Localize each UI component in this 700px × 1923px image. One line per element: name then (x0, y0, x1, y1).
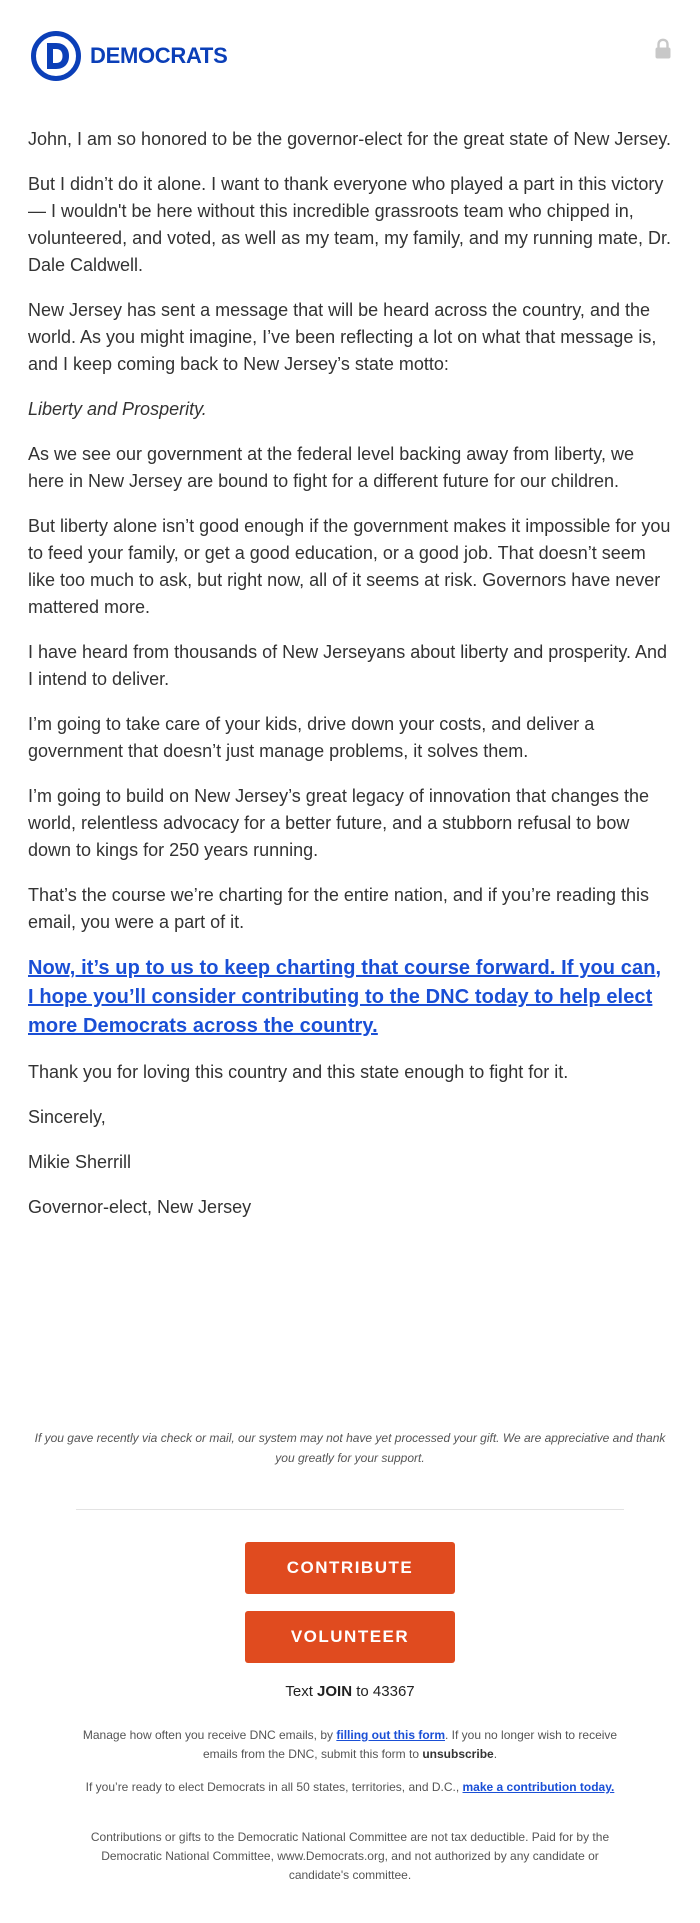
preferences-form-link[interactable]: filling out this form (336, 1728, 446, 1742)
brand-name: DEMOCRATS (90, 43, 228, 68)
democrats-logo[interactable] (30, 30, 227, 82)
ready-prefix: If you’re ready to elect Democrats in all 50 states, territories, and D.C., (85, 1780, 460, 1794)
signer-name: Mikie Sherrill (28, 1152, 132, 1172)
paragraph: I have heard from thousands of New Jerseyans about liberty and prosperity. And I intend to deliver. (28, 642, 668, 689)
state-motto: Liberty and Prosperity. (28, 399, 207, 419)
ready-to-contribute (76, 1778, 624, 1797)
paragraph: But I didn’t do it alone. I want to thank everyone who played a part in this victory — I wouldn't be here without this incredible grassroots team who chipped in, volunteered, and voted, as well as my team, my family, and my running mate, Dr. Dale Caldwell. (28, 174, 671, 275)
volunteer-button[interactable]: VOLUNTEER (245, 1611, 455, 1663)
text-join-line (0, 1683, 700, 1700)
text-keyword: JOIN (317, 1683, 353, 1700)
thanks-paragraph: Thank you for loving this country and this state enough to fight for it. (28, 1062, 569, 1082)
closing: Sincerely, (28, 1107, 106, 1127)
paragraph: I’m going to build on New Jersey’s great legacy of innovation that changes the world, relentless advocacy for a better future, and a stubborn refusal to bow down to kings for 250 years running. (28, 786, 650, 860)
legal-disclaimer: Contributions or gifts to the Democratic National Committee are not tax deductible. Paid for by the Democratic National Committee, www.Democrats.org, and not authorized by any candidate or candidate's committee. (90, 1830, 610, 1882)
manage-middle: . If you no longer wish to receive emails from the DNC, submit this form to (202, 1728, 618, 1761)
text-prefix: Text (285, 1683, 313, 1700)
unsubscribe-link[interactable]: unsubscribe (422, 1747, 494, 1761)
manage-end: . (493, 1747, 498, 1761)
signer-title: Governor-elect, New Jersey (28, 1197, 252, 1217)
manage-preferences (76, 1726, 624, 1764)
email-body (28, 126, 672, 1239)
paragraph: New Jersey has sent a message that will be heard across the country, and the world. As you might imagine, I’ve been reflecting a lot on what that message is, and I keep coming back to New Jersey’s state motto: (28, 300, 657, 374)
contribute-button[interactable]: CONTRIBUTE (245, 1542, 455, 1594)
paragraph: But liberty alone isn’t good enough if the government makes it impossible for you to feed your family, or get a good education, or a good job. That doesn’t seem like too much to ask, but right now, all of it seems at risk. Governors have never mattered more. (28, 516, 671, 617)
make-contribution-link[interactable]: make a contribution today. (462, 1780, 615, 1794)
manage-prefix: Manage how often you receive DNC emails, by (82, 1728, 334, 1742)
processing-note: If you gave recently via check or mail, our system may not have yet processed your gift. We are appreciative and thank you greatly for your support. (34, 1431, 666, 1465)
lock-icon (654, 38, 672, 60)
paragraph: As we see our government at the federal level backing away from liberty, we here in New Jersey are bound to fight for a different future for our children. (28, 444, 634, 491)
email-header (0, 0, 700, 110)
democrats-d-logo-icon (30, 30, 82, 82)
paragraph: That’s the course we’re charting for the entire nation, and if you’re reading this email, you were a part of it. (28, 885, 650, 932)
footer-divider (76, 1509, 624, 1510)
text-suffix: to 43367 (356, 1683, 415, 1700)
contribute-cta-link[interactable]: Now, it’s up to us to keep charting that course forward. If you can, I hope you’ll consider contributing to the DNC today to help elect more Democrats across the country. (28, 957, 662, 1037)
paragraph: John, I am so honored to be the governor-elect for the great state of New Jersey. (28, 129, 672, 149)
paragraph: I’m going to take care of your kids, drive down your costs, and deliver a government that doesn’t just manage problems, it solves them. (28, 714, 595, 761)
